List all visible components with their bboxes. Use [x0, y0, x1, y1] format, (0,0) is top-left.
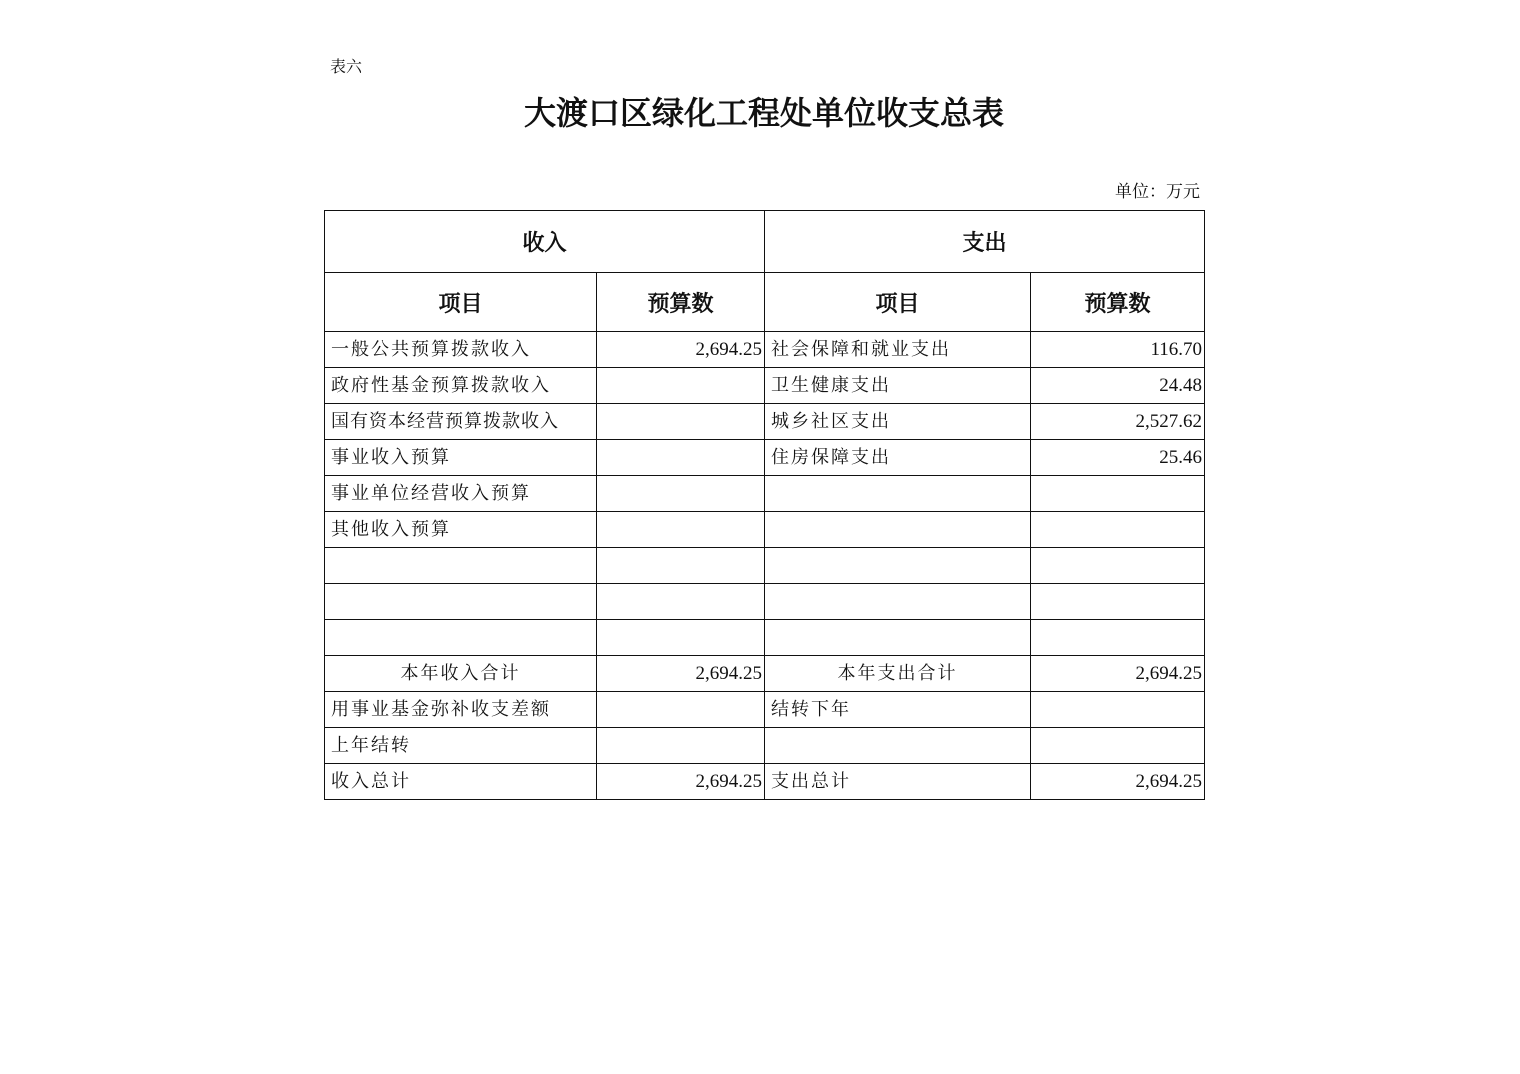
- income-budget-header: 预算数: [597, 273, 765, 332]
- expense-item-cell: 卫生健康支出: [765, 368, 1031, 404]
- expense-grand-total-amount: 2,694.25: [1031, 764, 1205, 800]
- expense-amount-cell: [1031, 512, 1205, 548]
- income-amount-cell: [597, 728, 765, 764]
- income-year-total-amount: 2,694.25: [597, 656, 765, 692]
- unit-label: 单位：万元: [1115, 182, 1200, 202]
- expense-item-cell: [765, 512, 1031, 548]
- income-amount-cell: [597, 620, 765, 656]
- table-row: [325, 620, 1205, 656]
- expense-amount-cell: 2,527.62: [1031, 404, 1205, 440]
- income-item-header: 项目: [325, 273, 597, 332]
- table-row: [325, 728, 1205, 764]
- expense-item-header: 项目: [765, 273, 1031, 332]
- income-amount-cell: [597, 476, 765, 512]
- column-header-row: [325, 273, 1205, 332]
- expense-amount-cell: [1031, 584, 1205, 620]
- income-item-cell: 用事业基金弥补收支差额: [325, 692, 597, 728]
- expense-grand-total-label: 支出总计: [765, 764, 1031, 800]
- income-amount-cell: [597, 440, 765, 476]
- income-grand-total-label: 收入总计: [325, 764, 597, 800]
- grand-total-row: [325, 764, 1205, 800]
- income-item-cell: [325, 548, 597, 584]
- expense-item-cell: [765, 584, 1031, 620]
- expense-amount-cell: [1031, 692, 1205, 728]
- table-row: [325, 476, 1205, 512]
- expense-item-cell: [765, 476, 1031, 512]
- income-item-cell: 上年结转: [325, 728, 597, 764]
- group-header-row: [325, 211, 1205, 273]
- expense-amount-cell: 24.48: [1031, 368, 1205, 404]
- income-year-total-label: 本年收入合计: [325, 656, 597, 692]
- income-item-cell: 事业单位经营收入预算: [325, 476, 597, 512]
- expense-year-total-label: 本年支出合计: [765, 656, 1031, 692]
- expense-item-cell: [765, 620, 1031, 656]
- table-row: [325, 368, 1205, 404]
- income-item-cell: [325, 584, 597, 620]
- income-item-cell: 一般公共预算拨款收入: [325, 332, 597, 368]
- income-item-cell: 国有资本经营预算拨款收入: [325, 404, 597, 440]
- year-total-row: [325, 656, 1205, 692]
- expense-amount-cell: [1031, 476, 1205, 512]
- expense-year-total-amount: 2,694.25: [1031, 656, 1205, 692]
- expense-item-cell: 城乡社区支出: [765, 404, 1031, 440]
- expense-item-cell: 社会保障和就业支出: [765, 332, 1031, 368]
- expense-amount-cell: 25.46: [1031, 440, 1205, 476]
- expense-amount-cell: 116.70: [1031, 332, 1205, 368]
- table-row: [325, 584, 1205, 620]
- income-group-header: 收入: [325, 211, 765, 273]
- income-amount-cell: 2,694.25: [597, 332, 765, 368]
- expense-item-cell: [765, 728, 1031, 764]
- income-expense-summary-table: [324, 210, 1205, 800]
- expense-item-cell: 结转下年: [765, 692, 1031, 728]
- income-amount-cell: [597, 512, 765, 548]
- table-row: [325, 332, 1205, 368]
- expense-item-cell: [765, 548, 1031, 584]
- income-amount-cell: [597, 368, 765, 404]
- table-row: [325, 548, 1205, 584]
- table-row: [325, 404, 1205, 440]
- expense-item-cell: 住房保障支出: [765, 440, 1031, 476]
- income-item-cell: 事业收入预算: [325, 440, 597, 476]
- income-amount-cell: [597, 692, 765, 728]
- expense-budget-header: 预算数: [1031, 273, 1205, 332]
- income-amount-cell: [597, 584, 765, 620]
- expense-amount-cell: [1031, 548, 1205, 584]
- income-item-cell: [325, 620, 597, 656]
- expense-amount-cell: [1031, 620, 1205, 656]
- income-item-cell: 其他收入预算: [325, 512, 597, 548]
- income-item-cell: 政府性基金预算拨款收入: [325, 368, 597, 404]
- expense-amount-cell: [1031, 728, 1205, 764]
- income-grand-total-amount: 2,694.25: [597, 764, 765, 800]
- expense-group-header: 支出: [765, 211, 1205, 273]
- table-row: [325, 440, 1205, 476]
- table-row: [325, 692, 1205, 728]
- page-title: 大渡口区绿化工程处单位收支总表: [523, 94, 1004, 132]
- income-amount-cell: [597, 404, 765, 440]
- table-number-label: 表六: [330, 57, 363, 76]
- table-row: [325, 512, 1205, 548]
- income-amount-cell: [597, 548, 765, 584]
